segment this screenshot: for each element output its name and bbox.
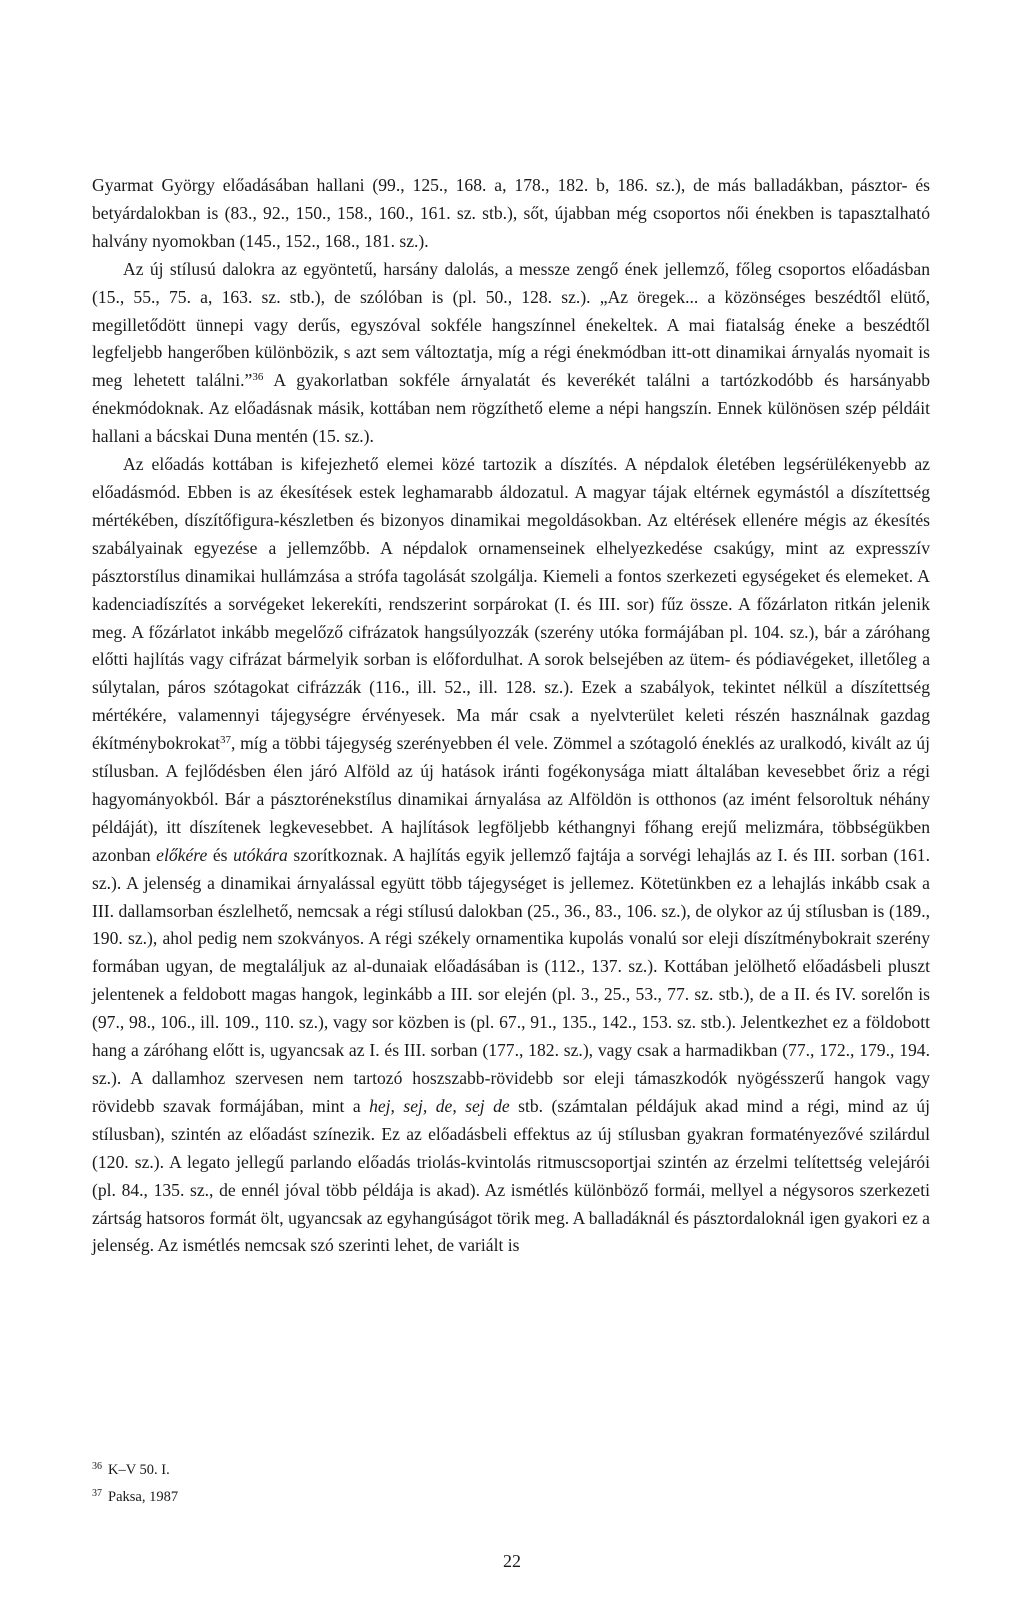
footnote <box>92 1455 492 1482</box>
text-run: , míg a többi tájegység szerényebben él vele. Zömmel a szótagoló éneklés az uralkodó, kivált az új stílusban. A fejlődésben élen járó Alföld az új hatások iránti fogékonysága miatt általában kevesebbet őriz a régi hagyományokból. Bár a pásztorénekstílus dinamikai árnyalása az Alföldön is otthonos (az imént felsoroltuk néhány példáját), itt díszítenek legkevesebbet. A hajlítások legföljebb kéthangnyi főhang erejű melizmára, többségükben azonban <box>92 733 930 865</box>
paragraph <box>92 172 930 256</box>
text-run: Gyarmat György előadásában hallani (99., 125., 168. a, 178., 182. b, 186. sz.), de más balladákban, pásztor- és betyárdalokban is (83., 92., 150., 158., 160., 161. sz. stb.), sőt, újabban még csoportos női énekben is tapasztalható halvány nyomokban (145., 152., 168., 181. sz.). <box>92 175 930 251</box>
text-run: és <box>207 844 234 865</box>
footnote-text: K–V 50. I. <box>108 1462 170 1478</box>
text-run: A gyakorlatban sokféle árnyalatát és keverékét találni a tartózkodóbb és harsányabb énekmódoknak. Az előadásnak másik, kottában nem rögzíthető eleme a népi hangszín. Ennek különösen szép példáit hallani a bácskai Duna mentén (15. sz.). <box>92 370 930 447</box>
footnote-number: 37 <box>92 1488 102 1499</box>
text-run: Az előadás kottában is kifejezhető elemei közé tartozik a díszítés. A népdalok életében legsérülékenyebb az előadásmód. Ebben is az ékesítések estek leghamarabb áldozatul. A magyar tájak eltérnek egymástól a díszítettség mértékében, díszítőfigura-készletben és bizonyos dinamikai megoldásokban. Az eltérések ellenére mégis az ékesítés szabályainak egyezése a jellemzőbb. A népdalok ornamenseinek elhelyezkedése csakúgy, mint az expresszív pásztorstílus dinamikai hullámzása a strófa tagolását szolgálja. Kiemeli a fontos szerkezeti egységeket és elemeket. A kadenciadíszítés a sorvégeket lekerekíti, rendszerint sorpárokat (I. és III. sor) fűz össze. A főzárlaton ritkán jelenik meg. A főzárlatot inkább megelőző cifrázatok hangsúlyozzák (szerény utóka formájában pl. 104. sz.), bár a záróhang előtti hajlítás vagy cifrázat bármelyik sorban is előfordulhat. A sorok belsejében az ütem- és pódiavégeket, illetőleg a súlytalan, páros szótagokat cifrázzák (116., ill. 52., ill. 128. sz.). Ezek a szabályok, tekintet nélkül a díszítettség mértékére, valamennyi tájegységre érvényesek. Ma már csak a nyelvterület keleti részén használnak gazdag ékítménybokrokat <box>92 454 930 754</box>
footnote <box>92 1482 492 1509</box>
text-run: stb. (számtalan példájuk akad mind a régi, mind az új stílusban), szintén az előadást színezik. Ez az előadásbeli effektus az új stílusban gyakran formatényezővé szilárdul (120. sz.). A legato jellegű parlando előadás triolás-kvintolás ritmuscsoportjai szintén az érzelmi telítettség velejárói (pl. 84., 135. sz., de ennél jóval több példája is akad). Az ismétlés különböző formái, mellyel a négysoros szerkezeti zártság hatsoros formát ölt, ugyancsak az egyhangúságot törik meg. A balladáknál és pásztordaloknál igen gyakori ez a jelenség. Az ismétlés nemcsak szó szerinti lehet, de variált is <box>92 1095 930 1256</box>
paragraph <box>92 451 930 1260</box>
footnotes <box>92 1455 492 1509</box>
italic-term: előkére <box>156 844 208 865</box>
footnote-text: Paksa, 1987 <box>108 1489 179 1505</box>
footnote-reference: 36 <box>252 371 264 384</box>
italic-term: hej, sej, de, sej de <box>369 1095 510 1116</box>
footnote-reference: 37 <box>220 734 232 747</box>
footnote-number: 36 <box>92 1461 102 1472</box>
page-number: 22 <box>503 1551 521 1571</box>
italic-term: utókára <box>233 844 288 865</box>
paragraph <box>92 256 930 451</box>
body-text <box>92 172 930 1260</box>
text-run: szorítkoznak. A hajlítás egyik jellemző fajtája a sorvégi lehajlás az I. és III. sorban (161. sz.). A jelenség a dinamikai árnyalással együtt több tájegységet is jellemez. Kötetünkben ez a lehajlás inkább csak a III. dallamsorban észlelhető, nemcsak a régi stílusú dalokban (25., 36., 83., 106. sz.), de olykor az új stílusban is (189., 190. sz.), ahol pedig nem szokványos. A régi székely ornamentika kupolás vonalú sor eleji díszítménybokrait szerény formában ugyan, de megtaláljuk az al-dunaiak előadásában is (112., 137. sz.). Kottában jelölhető előadásbeli pluszt jelentenek a feldobott magas hangok, leginkább a III. sor elején (pl. 3., 25., 53., 77. sz. stb.), de a II. és IV. sorelőn is (97., 98., 106., ill. 109., 110. sz.), vagy sor közben is (pl. 67., 91., 135., 142., 153. sz. stb.). Jelentkezhet ez a földobott hang a záróhang előtt is, ugyancsak az I. és III. sorban (177., 182. sz.), vagy csak a harmadikban (77., 172., 179., 194. sz.). A dallamhoz szervesen nem tartozó hoszszabb-rövidebb sor eleji támaszkodók nyögésszerű hangok vagy rövidebb szavak formájában, mint a <box>92 844 930 1116</box>
text-run: Az új stílusú dalokra az egyöntetű, harsány dalolás, a messze zengő ének jellemző, főleg csoportos előadásban (15., 55., 75. a, 163. sz. stb.), de szólóban is (pl. 50., 128. sz.). „Az öregek... a közönséges beszédtől elütő, megilletődött ünnepi vagy derűs, egyszóval sokféle hangszínnel énekeltek. A mai fiatalság éneke a beszédtől legfeljebb hangerőben különbözik, s azt sem változtatja, míg a régi énekmódban itt-ott dinamikai árnyalás nyomait is meg lehetett találni.” <box>92 258 930 391</box>
